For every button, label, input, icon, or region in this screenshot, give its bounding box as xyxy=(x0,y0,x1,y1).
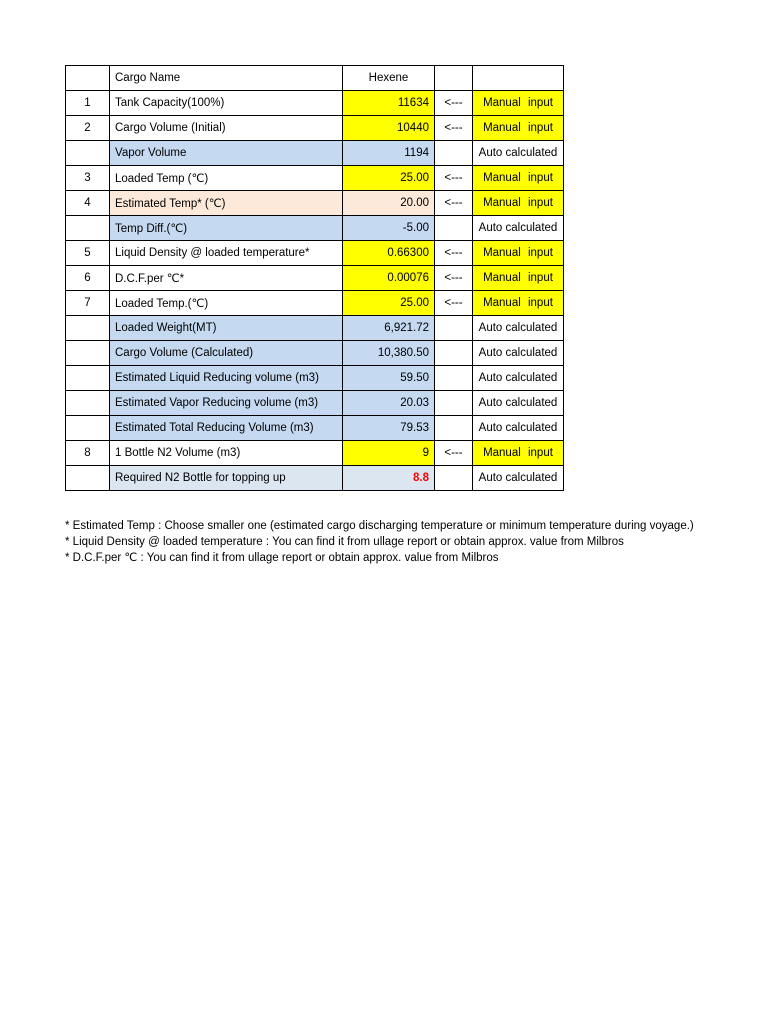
row-number xyxy=(66,141,110,166)
row-number xyxy=(66,416,110,441)
row-label: Liquid Density @ loaded temperature* xyxy=(110,241,343,266)
auto-calculated-note: Auto calculated xyxy=(473,316,564,341)
footnote-liquid-density: * Liquid Density @ loaded temperature : You can find it from ullage report or obtain approx. value from Milbros xyxy=(65,536,624,548)
table-row xyxy=(66,141,564,166)
calculated-value-cell: 1194 xyxy=(343,141,435,166)
arrow-marker: <--- xyxy=(435,241,473,266)
arrow-marker xyxy=(435,391,473,416)
input-value-cell[interactable]: 25.00 xyxy=(343,291,435,316)
row-number: 4 xyxy=(66,191,110,216)
footnote-estimated-temp: * Estimated Temp : Choose smaller one (estimated cargo discharging temperature or minimum temperature during voyage.) xyxy=(65,520,694,532)
required-n2-bottle-result: 8.8 xyxy=(343,466,435,491)
manual-input-note: Manual input xyxy=(473,241,564,266)
row-label: 1 Bottle N2 Volume (m3) xyxy=(110,441,343,466)
input-value-cell[interactable]: 25.00 xyxy=(343,166,435,191)
table-row xyxy=(66,366,564,391)
table-row xyxy=(66,416,564,441)
header-note-cell xyxy=(473,66,564,91)
table-row xyxy=(66,166,564,191)
row-label: Estimated Temp* (℃) xyxy=(110,191,343,216)
arrow-marker: <--- xyxy=(435,116,473,141)
manual-input-note: Manual input xyxy=(473,166,564,191)
row-label: Loaded Weight(MT) xyxy=(110,316,343,341)
calculated-value-cell: 59.50 xyxy=(343,366,435,391)
table-row xyxy=(66,466,564,491)
manual-input-note: Manual input xyxy=(473,441,564,466)
row-label: Temp Diff.(℃) xyxy=(110,216,343,241)
header-num-cell xyxy=(66,66,110,91)
table-row xyxy=(66,291,564,316)
manual-input-note: Manual input xyxy=(473,91,564,116)
row-number xyxy=(66,341,110,366)
table-row xyxy=(66,316,564,341)
table-row xyxy=(66,341,564,366)
row-number: 1 xyxy=(66,91,110,116)
arrow-marker: <--- xyxy=(435,291,473,316)
arrow-marker xyxy=(435,366,473,391)
auto-calculated-note: Auto calculated xyxy=(473,216,564,241)
table-row xyxy=(66,266,564,291)
row-label: Loaded Temp (℃) xyxy=(110,166,343,191)
calculated-value-cell: 79.53 xyxy=(343,416,435,441)
row-number: 5 xyxy=(66,241,110,266)
row-label: Required N2 Bottle for topping up xyxy=(110,466,343,491)
table-row xyxy=(66,441,564,466)
header-row xyxy=(66,66,564,91)
row-number xyxy=(66,366,110,391)
arrow-marker xyxy=(435,316,473,341)
table-row xyxy=(66,216,564,241)
row-label: Vapor Volume xyxy=(110,141,343,166)
row-number: 2 xyxy=(66,116,110,141)
arrow-marker: <--- xyxy=(435,191,473,216)
table-row xyxy=(66,241,564,266)
calculated-value-cell: -5.00 xyxy=(343,216,435,241)
row-label: Estimated Liquid Reducing volume (m3) xyxy=(110,366,343,391)
arrow-marker xyxy=(435,141,473,166)
cargo-calculation-table xyxy=(65,65,564,491)
table-row xyxy=(66,91,564,116)
manual-input-note: Manual input xyxy=(473,191,564,216)
arrow-marker xyxy=(435,466,473,491)
table-row xyxy=(66,116,564,141)
header-arrow-cell xyxy=(435,66,473,91)
auto-calculated-note: Auto calculated xyxy=(473,466,564,491)
arrow-marker: <--- xyxy=(435,166,473,191)
arrow-marker xyxy=(435,216,473,241)
header-label-cell[interactable]: Cargo Name xyxy=(110,66,343,91)
row-label: Loaded Temp.(℃) xyxy=(110,291,343,316)
arrow-marker: <--- xyxy=(435,441,473,466)
row-number xyxy=(66,316,110,341)
arrow-marker: <--- xyxy=(435,266,473,291)
manual-input-note: Manual input xyxy=(473,116,564,141)
row-number xyxy=(66,216,110,241)
auto-calculated-note: Auto calculated xyxy=(473,391,564,416)
auto-calculated-note: Auto calculated xyxy=(473,366,564,391)
input-value-cell[interactable]: 9 xyxy=(343,441,435,466)
input-value-cell[interactable]: 0.00076 xyxy=(343,266,435,291)
row-number: 8 xyxy=(66,441,110,466)
arrow-marker: <--- xyxy=(435,91,473,116)
row-label: Cargo Volume (Initial) xyxy=(110,116,343,141)
arrow-marker xyxy=(435,341,473,366)
auto-calculated-note: Auto calculated xyxy=(473,416,564,441)
table-row xyxy=(66,391,564,416)
row-number: 7 xyxy=(66,291,110,316)
input-value-cell[interactable]: 20.00 xyxy=(343,191,435,216)
row-label: Tank Capacity(100%) xyxy=(110,91,343,116)
row-number: 3 xyxy=(66,166,110,191)
auto-calculated-note: Auto calculated xyxy=(473,141,564,166)
manual-input-note: Manual input xyxy=(473,291,564,316)
row-number xyxy=(66,466,110,491)
row-label: D.C.F.per ℃* xyxy=(110,266,343,291)
table-row xyxy=(66,191,564,216)
arrow-marker xyxy=(435,416,473,441)
input-value-cell[interactable]: 11634 xyxy=(343,91,435,116)
input-value-cell[interactable]: 0.66300 xyxy=(343,241,435,266)
row-label: Estimated Vapor Reducing volume (m3) xyxy=(110,391,343,416)
footnote-dcf: * D.C.F.per ℃ : You can find it from ullage report or obtain approx. value from Milbros xyxy=(65,552,499,564)
row-label: Cargo Volume (Calculated) xyxy=(110,341,343,366)
calculated-value-cell: 6,921.72 xyxy=(343,316,435,341)
calculated-value-cell: 10,380.50 xyxy=(343,341,435,366)
row-number xyxy=(66,391,110,416)
row-number: 6 xyxy=(66,266,110,291)
auto-calculated-note: Auto calculated xyxy=(473,341,564,366)
row-label: Estimated Total Reducing Volume (m3) xyxy=(110,416,343,441)
calculated-value-cell: 20.03 xyxy=(343,391,435,416)
input-value-cell[interactable]: 10440 xyxy=(343,116,435,141)
cargo-name-cell[interactable]: Hexene xyxy=(343,66,435,91)
manual-input-note: Manual input xyxy=(473,266,564,291)
footnotes xyxy=(65,518,694,566)
